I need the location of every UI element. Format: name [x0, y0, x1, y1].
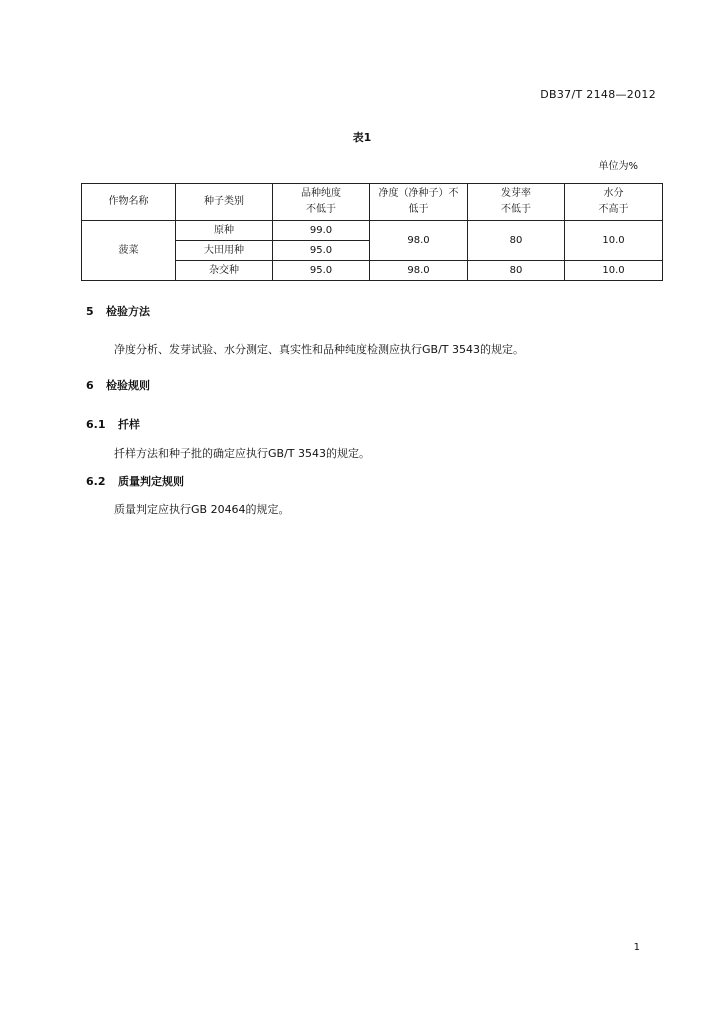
section-number: 5 — [86, 305, 94, 318]
section-number: 6 — [86, 379, 94, 392]
germination-cell: 80 — [468, 261, 565, 281]
header-moisture — [565, 184, 663, 221]
section-6-2-heading — [86, 473, 184, 489]
section-5-text: 净度分析、发芽试验、水分测定、真实性和品种纯度检测应执行GB/T 3543的规定。 — [114, 343, 524, 356]
moisture-merged-cell: 10.0 — [565, 221, 663, 261]
section-number: 6.2 — [86, 475, 106, 488]
section-6-2-text: 质量判定应执行GB 20464的规定。 — [114, 503, 290, 516]
header-purity-line1: 品种纯度 — [301, 188, 341, 199]
unit-note: 单位为% — [598, 161, 638, 172]
section-6-heading — [86, 377, 150, 393]
header-moisture-line1: 水分 — [603, 188, 624, 199]
section-title: 检验规则 — [106, 379, 150, 392]
purity-cell: 95.0 — [273, 241, 370, 261]
header-cleanliness-line2: 低于 — [408, 204, 429, 215]
section-number: 6.1 — [86, 418, 106, 431]
seed-class-cell: 杂交种 — [176, 261, 273, 281]
section-title: 质量判定规则 — [118, 475, 184, 488]
header-purity — [273, 184, 370, 221]
seed-class-cell: 原种 — [176, 221, 273, 241]
header-germination-line2: 不低于 — [501, 204, 531, 215]
cleanliness-merged-cell: 98.0 — [370, 221, 468, 261]
header-cleanliness-line1: 净度（净种子）不 — [378, 188, 459, 199]
germination-merged-cell: 80 — [468, 221, 565, 261]
section-5-heading — [86, 303, 150, 319]
header-moisture-line2: 不高于 — [598, 204, 629, 215]
table-title: 表1 — [352, 131, 372, 144]
header-germination-line1: 发芽率 — [501, 188, 531, 199]
header-cleanliness — [370, 184, 468, 221]
purity-cell: 95.0 — [273, 261, 370, 281]
seed-class-cell: 大田用种 — [176, 241, 273, 261]
header-seed-class: 种子类别 — [176, 184, 273, 221]
moisture-cell: 10.0 — [565, 261, 663, 281]
header-crop: 作物名称 — [82, 184, 176, 221]
table-header-row — [82, 184, 663, 221]
section-title: 检验方法 — [106, 305, 150, 318]
page-number: 1 — [633, 942, 640, 953]
section-6-1-heading — [86, 416, 140, 432]
purity-cell: 99.0 — [273, 221, 370, 241]
section-6-1-text: 扦样方法和种子批的确定应执行GB/T 3543的规定。 — [114, 447, 370, 460]
table-row — [82, 221, 663, 241]
cleanliness-cell: 98.0 — [370, 261, 468, 281]
document-code: DB37/T 2148—2012 — [540, 88, 656, 101]
header-germination — [468, 184, 565, 221]
crop-name-cell: 菠菜 — [82, 221, 176, 281]
header-purity-line2: 不低于 — [306, 204, 336, 215]
section-title: 扦样 — [118, 418, 140, 431]
seed-quality-table — [81, 183, 663, 281]
